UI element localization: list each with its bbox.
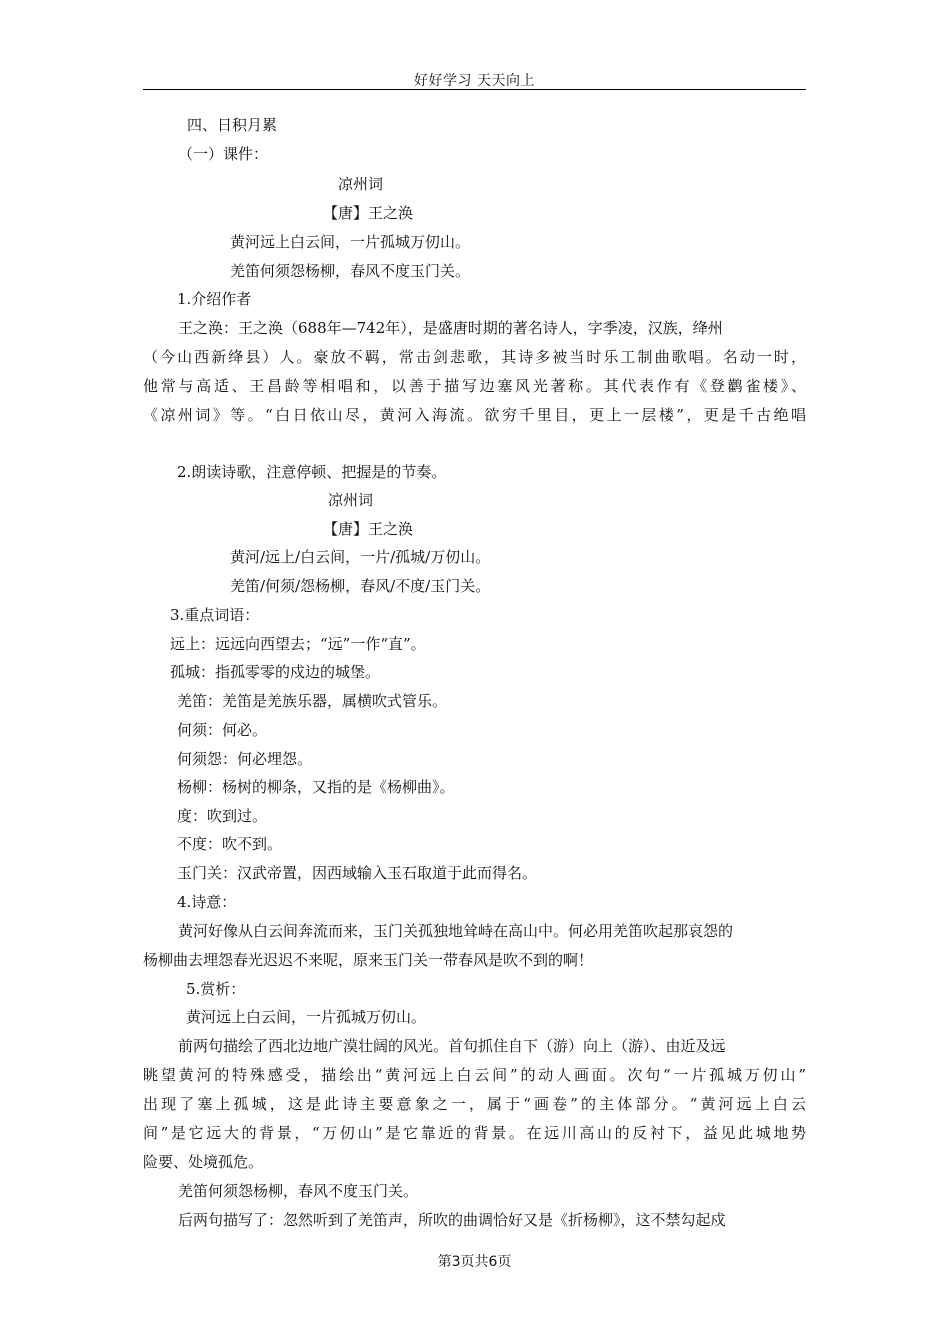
author-intro-line: （今山西新绛县）人。豪放不羁，常击剑悲歌，其诗多被当时乐工制曲歌唱。名动一时， <box>143 348 806 366</box>
vocab-item: 羌笛：羌笛是羌族乐器，属横吹式管乐。 <box>177 692 448 710</box>
author-intro-line: 王之涣：王之涣（688年—742年），是盛唐时期的著名诗人，字季凌，汉族，绛州 <box>178 319 723 337</box>
appreciation-heading: 5.赏析： <box>186 980 246 998</box>
vocab-item: 何须怨：何必埋怨。 <box>177 750 313 768</box>
appreciation-line: 眺望黄河的特殊感受，描绘出“黄河远上白云间”的动人画面。次句“一片孤城万仞山” <box>143 1066 806 1084</box>
section-heading: 四、日积月累 <box>187 116 278 134</box>
poem-title: 凉州词 <box>328 491 374 509</box>
meaning-line: 杨柳曲去埋怨春光迟迟不来呢，原来玉门关一带春风是吹不到的啊！ <box>143 951 594 969</box>
page-header: 好好学习 天天向上 <box>414 73 535 89</box>
vocab-item: 孤城：指孤零零的戍边的城堡。 <box>170 663 381 681</box>
appreciation-line: 后两句描写了：忽然听到了羌笛声，所吹的曲调恰好又是《折杨柳》，这不禁勾起戍 <box>178 1211 726 1229</box>
author-intro-line: 《凉州词》等。“白日依山尽，黄河入海流。欲穷千里目，更上一层楼”，更是千古绝唱 <box>143 406 806 424</box>
poem-line: 黄河远上白云间，一片孤城万仞山。 <box>230 233 471 251</box>
appreciation-quote: 黄河远上白云间，一片孤城万仞山。 <box>186 1008 427 1026</box>
appreciation-line: 前两句描绘了西北边地广漠壮阔的风光。首句抓住自下（游）向上（游）、由近及远 <box>178 1037 726 1055</box>
meaning-line: 黄河好像从白云间奔流而来，玉门关孤独地耸峙在高山中。何必用羌笛吹起那哀怨的 <box>178 922 734 940</box>
appreciation-line: 出现了塞上孤城，这是此诗主要意象之一，属于“画卷”的主体部分。“黄河远上白云 <box>143 1095 806 1113</box>
vocab-item: 度：吹到过。 <box>177 807 268 825</box>
author-intro-heading: 1.介绍作者 <box>177 290 252 308</box>
poem-line: 黄河/远上/白云间，一片/孤城/万仞山。 <box>230 548 491 566</box>
appreciation-quote: 羌笛何须怨杨柳，春风不度玉门关。 <box>178 1182 419 1200</box>
author-intro-line: 他常与高适、王昌龄等相唱和，以善于描写边塞风光著称。其代表作有《登鹳雀楼》、 <box>143 377 806 395</box>
appreciation-line: 间”是它远大的背景，“万仞山”是它靠近的背景。在远川高山的反衬下，益见此城地势 <box>143 1124 806 1142</box>
vocab-item: 杨柳：杨树的柳条，又指的是《杨柳曲》。 <box>177 778 455 796</box>
poem-author: 【唐】王之涣 <box>323 520 414 538</box>
poem-title: 凉州词 <box>338 175 384 193</box>
poem-line: 羌笛/何须/怨杨柳，春风/不度/玉门关。 <box>230 577 491 595</box>
poem-author: 【唐】王之涣 <box>323 204 414 222</box>
appreciation-line: 险要、处境孤危。 <box>143 1153 264 1171</box>
meaning-heading: 4.诗意： <box>177 893 237 911</box>
reading-heading: 2.朗读诗歌，注意停顿、把握是的节奏。 <box>177 463 447 481</box>
vocab-item: 不度：吹不到。 <box>177 835 283 853</box>
section-subheading: （一）课件： <box>178 145 269 163</box>
vocab-item: 远上：远远向西望去；“远”一作“直”。 <box>170 635 426 653</box>
vocab-heading: 3.重点词语： <box>170 606 260 624</box>
header-divider <box>143 89 806 90</box>
vocab-item: 玉门关：汉武帝置，因西域输入玉石取道于此而得名。 <box>177 864 538 882</box>
page-number: 第3页共6页 <box>437 1254 512 1270</box>
poem-line: 羌笛何须怨杨柳，春风不度玉门关。 <box>230 262 471 280</box>
vocab-item: 何须：何必。 <box>177 721 268 739</box>
